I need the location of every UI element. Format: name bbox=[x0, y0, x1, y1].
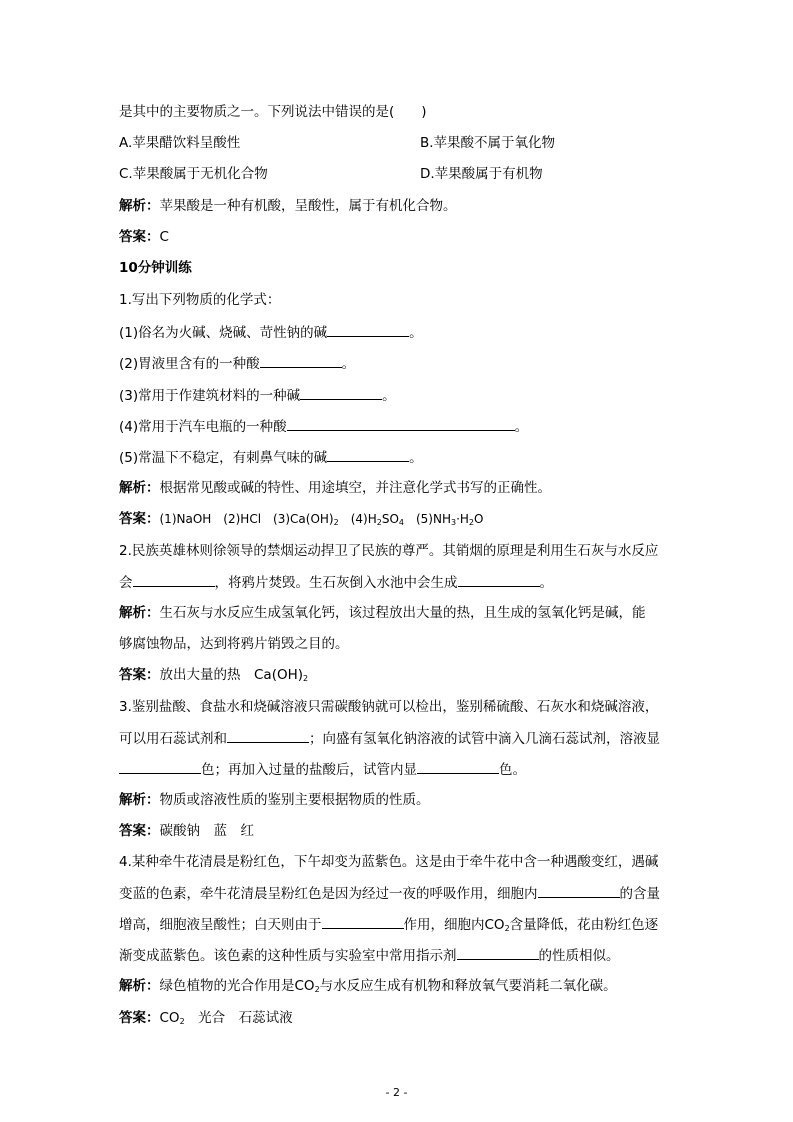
answer: 答案：(1)NaOH (2)HCl $(3)Ca(OH)_2$ $(4)H_2SO_4$ $(5)NH_3\cdot H_2O$ bbox=[119, 511, 484, 527]
answer bbox=[119, 821, 254, 841]
question-stem: 是其中的主要物质之一。下列说法中错误的是( ) bbox=[119, 104, 427, 120]
analysis-text: 生石灰与水反应生成氢氧化钙，该过程放出大量的热，且生成的氢氧化钙是碱，能 bbox=[159, 605, 646, 621]
option-b: B.苹果酸不属于氧化物 bbox=[420, 135, 556, 151]
question-stem: 1.写出下列物质的化学式： bbox=[119, 292, 281, 308]
answer-blank[interactable] bbox=[417, 759, 499, 774]
answer-blank[interactable] bbox=[133, 572, 215, 587]
question-part: (1)俗名为火碱、烧碱、苛性钠的碱 。 bbox=[119, 322, 423, 343]
answer-label: 答案： bbox=[119, 823, 160, 839]
analysis bbox=[119, 478, 551, 498]
option-c: C.苹果酸属于无机化合物 bbox=[119, 166, 268, 182]
question-stem: 渐变成蓝紫色。该色素的这种性质与实验室中常用指示剂 的性质相似。 bbox=[119, 945, 620, 966]
answer-blank[interactable] bbox=[327, 447, 409, 462]
answer-blank[interactable] bbox=[300, 385, 382, 400]
question-stem: 2.民族英雄林则徐领导的禁烟运动捍卫了民族的尊严。其销烟的原理是利用生石灰与水反应 bbox=[119, 543, 659, 559]
question-stem: 会 ，将鸦片焚毁。生石灰倒入水池中会生成 。 bbox=[119, 572, 553, 593]
answer-blank[interactable] bbox=[327, 322, 409, 337]
question-part: (5)常温下不稳定，有刺鼻气味的碱 。 bbox=[119, 447, 423, 468]
question-stem: 3.鉴别盐酸、食盐水和烧碱溶液只需碳酸钠就可以检出，鉴别稀硫酸、石灰水和烧碱溶液， bbox=[119, 699, 659, 715]
options-row bbox=[119, 164, 543, 184]
answer bbox=[119, 227, 169, 247]
question-part: (2)胃液里含有的一种酸 。 bbox=[119, 353, 355, 374]
page-number: - 2 - bbox=[385, 1086, 408, 1099]
answer-blank[interactable] bbox=[458, 572, 540, 587]
answer-blank[interactable] bbox=[119, 759, 201, 774]
analysis-text: 根据常见酸或碱的特性、用途填空，并注意化学式书写的正确性。 bbox=[159, 480, 551, 496]
answer-blank[interactable] bbox=[260, 353, 342, 368]
analysis-label: 解析： bbox=[119, 792, 160, 808]
answer-blank[interactable] bbox=[457, 945, 539, 960]
answer-label: 答案： bbox=[119, 1010, 160, 1026]
question-stem: 变蓝的色素，牵牛花清晨呈粉红色是因为经过一夜的呼吸作用，细胞内 的含量 bbox=[119, 883, 660, 904]
question-part: (4)常用于汽车电瓶的一种酸 。 bbox=[119, 416, 528, 437]
analysis-label: 解析： bbox=[119, 480, 160, 496]
option-d: D.苹果酸属于有机物 bbox=[420, 166, 543, 182]
options-row bbox=[119, 133, 555, 153]
answer-label: 答案： bbox=[119, 229, 160, 245]
answer-blank[interactable] bbox=[287, 416, 515, 431]
answer-label: 答案： bbox=[119, 511, 160, 527]
answer-blank[interactable] bbox=[538, 883, 620, 898]
analysis-text: 苹果酸是一种有机酸，呈酸性，属于有机化合物。 bbox=[159, 198, 457, 214]
analysis bbox=[119, 603, 646, 623]
answer: 答案：$CO_2$ 光合 石蕊试液 bbox=[119, 1010, 293, 1026]
answer-blank[interactable] bbox=[322, 914, 404, 929]
analysis-continued: 够腐蚀物品，达到将鸦片销毁之目的。 bbox=[119, 636, 349, 652]
section-heading: 10分钟训练 bbox=[119, 260, 192, 276]
analysis-label: 解析： bbox=[119, 198, 160, 214]
analysis: 解析：绿色植物的光合作用是$CO_2$与水反应生成有机物和释放氧气要消耗二氧化碳。 bbox=[119, 978, 617, 994]
question-stem: 色；再加入过量的盐酸后，试管内显 色。 bbox=[119, 759, 526, 780]
answer: 答案：放出大量的热 $Ca(OH)_2$ bbox=[119, 667, 309, 683]
answer-blank[interactable] bbox=[227, 728, 309, 743]
question-stem: 可以用石蕊试剂和 ；向盛有氢氧化钠溶液的试管中滴入几滴石蕊试剂，溶液显 bbox=[119, 728, 660, 749]
analysis-label: 解析： bbox=[119, 605, 160, 621]
answer-label: 答案： bbox=[119, 667, 160, 683]
question-part: (3)常用于作建筑材料的一种碱 。 bbox=[119, 385, 396, 406]
option-a: A.苹果醋饮料呈酸性 bbox=[119, 135, 241, 151]
answer-text: 碳酸钠 蓝 红 bbox=[159, 823, 254, 839]
analysis-label: 解析： bbox=[119, 978, 160, 994]
analysis bbox=[119, 790, 430, 810]
answer-text: C bbox=[159, 229, 169, 245]
analysis bbox=[119, 196, 457, 216]
question-stem: 4.某种牵牛花清晨是粉红色，下午却变为蓝紫色。这是由于牵牛花中含一种遇酸变红，遇碱 bbox=[119, 854, 659, 870]
analysis-text: 物质或溶液性质的鉴别主要根据物质的性质。 bbox=[159, 792, 430, 808]
question-stem: 增高，细胞液呈酸性；白天则由于 作用，细胞内$CO_2$含量降低，花由粉红色逐 bbox=[119, 914, 658, 939]
